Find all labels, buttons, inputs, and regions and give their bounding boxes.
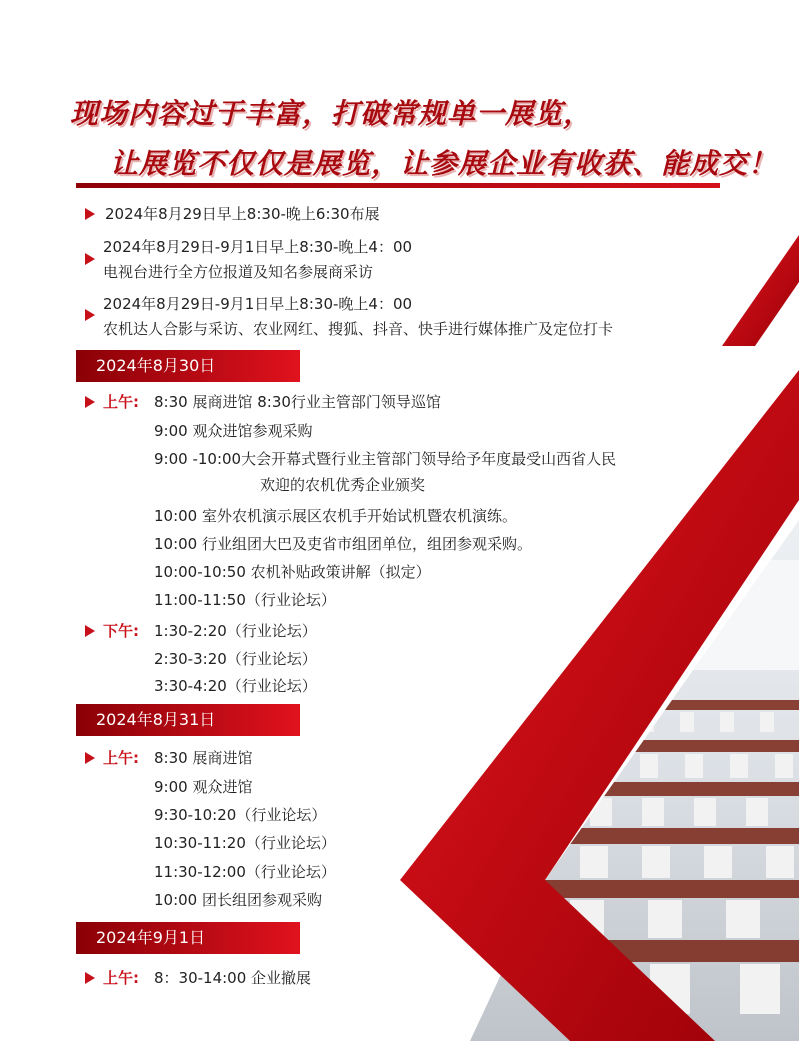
schedule-item: 10:00 行业组团大巴及吏省市组团单位，组团参观采购。 [154,535,532,553]
headline-line-1: 现场内容过于丰富，打破常规单一展览， [70,97,593,130]
bullet-triangle-icon [85,752,95,764]
period-label-morning: 上午: [103,969,139,987]
date-banner-day2: 2024年8月31日 [76,704,300,736]
intro-line: 2024年8月29日-9月1日早上8:30-晚上4：00 [103,295,413,313]
schedule-item: 1:30-2:20（行业论坛） [154,622,317,640]
schedule-item: 10:00 团长组团参观采购 [154,891,322,909]
schedule-item: 9:00 观众进馆 [154,778,253,796]
bullet-triangle-icon [85,309,95,321]
schedule-item: 9:00 观众进馆参观采购 [154,422,313,440]
intro-line: 农机达人合影与采访、农业网红、搜狐、抖音、快手进行媒体推广及定位打卡 [103,320,614,338]
schedule-item: 11:30-12:00（行业论坛） [154,863,336,881]
intro-line: 2024年8月29日早上8:30-晚上6:30布展 [105,205,380,223]
bullet-triangle-icon [85,253,95,265]
intro-line: 电视台进行全方位报道及知名参展商采访 [103,263,374,281]
schedule-item: 欢迎的农机优秀企业颁奖 [260,476,426,494]
bullet-triangle-icon [85,208,95,220]
period-label-morning: 上午: [103,749,139,767]
headline-line-2: 让展览不仅仅是展览，让参展企业有收获、能成交！ [110,147,778,180]
schedule-item: 8:30 展商进馆 8:30行业主管部门领导巡馆 [154,393,441,411]
schedule-item: 10:00 室外农机演示展区农机手开始试机暨农机演练。 [154,507,517,525]
schedule-item: 8:30 展商进馆 [154,749,253,767]
schedule-item: 8：30-14:00 企业撤展 [154,969,312,987]
schedule-item: 9:00 -10:00大会开幕式暨行业主管部门领导给予年度最受山西省人民 [154,450,617,468]
bullet-triangle-icon [85,625,95,637]
headline-underline [76,183,720,188]
period-label-morning: 上午: [103,393,139,411]
schedule-item: 9:30-10:20（行业论坛） [154,806,327,824]
date-banner-day3: 2024年9月1日 [76,922,300,954]
date-banner-day1: 2024年8月30日 [76,350,300,382]
bullet-triangle-icon [85,972,95,984]
schedule-item: 2:30-3:20（行业论坛） [154,650,317,668]
bullet-triangle-icon [85,396,95,408]
intro-line: 2024年8月29日-9月1日早上8:30-晚上4：00 [103,238,413,256]
schedule-item: 10:30-11:20（行业论坛） [154,834,336,852]
schedule-item: 10:00-10:50 农机补贴政策讲解（拟定） [154,563,431,581]
period-label-afternoon: 下午: [103,622,139,640]
red-stripe-upper [722,235,799,346]
schedule-item: 3:30-4:20（行业论坛） [154,677,317,695]
schedule-item: 11:00-11:50（行业论坛） [154,591,336,609]
